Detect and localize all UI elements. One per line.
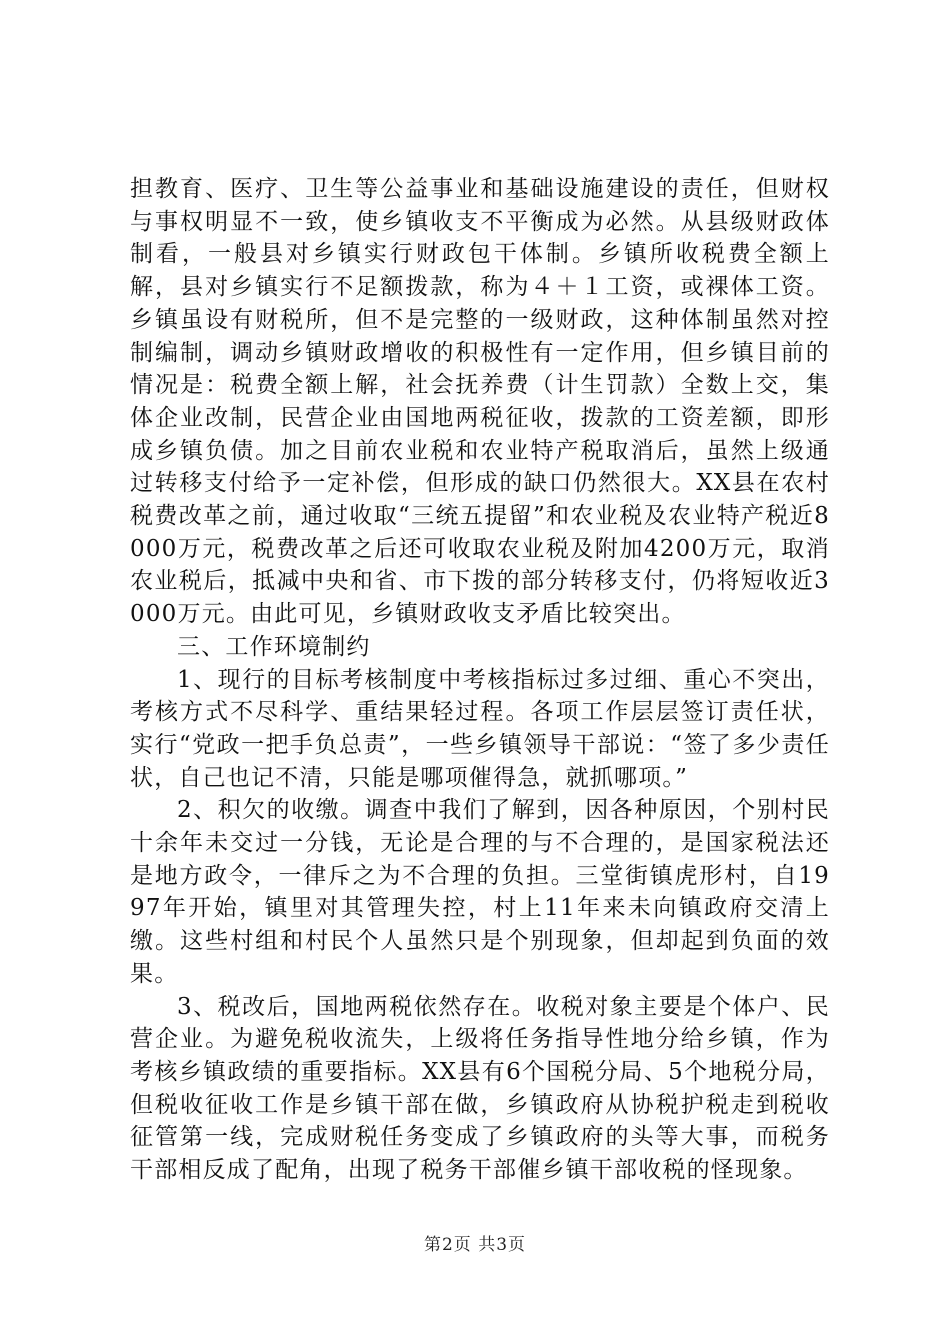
paragraph-item-2: 2、积欠的收缴。调查中我们了解到，因各种原因，个别村民十余年未交过一分钱，无论是合理的与不合理的，是国家税法还是地方政令，一律斥之为不合理的负担。三堂街镇虎形村，自1997年开始，镇里对其管理失控，村上11年来未向镇政府交清上缴。这些村组和村民个人虽然只是个别现象，但却起到负面的效果。 (130, 797, 830, 987)
document-body (130, 173, 830, 1187)
paragraph-item-3: 3、税改后，国地两税依然存在。收税对象主要是个体户、民营企业。为避免税收流失，上级将任务指导性地分给乡镇，作为考核乡镇政绩的重要指标。XX县有6个国税分局、5个地税分局，但税收征收工作是乡镇干部在做，乡镇政府从协税护税走到税收征管第一线，完成财税任务变成了乡镇政府的头等大事，而税务干部相反成了配角，出现了税务干部催乡镇干部收税的怪现象。 (130, 993, 830, 1184)
paragraph-item-1: 1、现行的目标考核制度中考核指标过多过细、重心不突出，考核方式不尽科学、重结果轻过程。各项工作层层签订责任状，实行“党政一把手负总责”，一些乡镇领导干部说：“签了多少责任状，自己也记不清，只能是哪项催得急，就抓哪项。” (130, 666, 830, 791)
section-heading: 三、工作环境制约 (177, 633, 371, 660)
page-number-footer: 第2页 共3页 (423, 1235, 527, 1255)
paragraph-fiscal-system: 担教育、医疗、卫生等公益事业和基础设施建设的责任，但财权与事权明显不一致，使乡镇收支不平衡成为必然。从县级财政体制看，一般县对乡镇实行财政包干体制。乡镇所收税费全额上解，县对乡镇实行不足额拨款，称为４＋１工资，或裸体工资。乡镇虽设有财税所，但不是完整的一级财政，这种体制虽然对控制编制，调动乡镇财政增收的积极性有一定作用，但乡镇目前的情况是：税费全额上解，社会抚养费（计生罚款）全数上交，集体企业改制，民营企业由国地两税征收，拨款的工资差额，即形成乡镇负债。加之目前农业税和农业特产税取消后，虽然上级通过转移支付给予一定补偿，但形成的缺口仍然很大。XX县在农村税费改革之前，通过收取“三统五提留”和农业税及农业特产税近8000万元，税费改革之后还可收取农业税及附加4200万元，取消农业税后，抵减中央和省、市下拨的部分转移支付，仍将短收近3000万元。由此可见，乡镇财政收支矛盾比较突出。 (130, 176, 830, 628)
